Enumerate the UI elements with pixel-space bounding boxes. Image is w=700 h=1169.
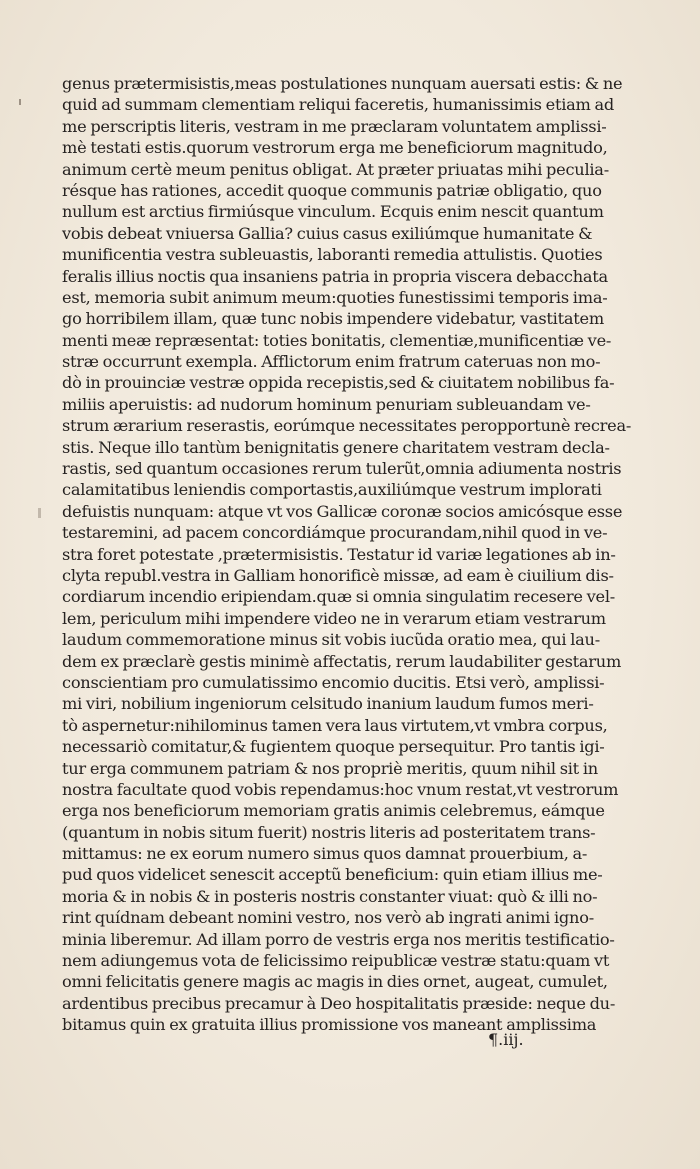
text-line: bitamus quin ex gratuita illius promissione vos maneant amplissima [62, 1015, 597, 1035]
text-line: stis. Neque illo tantùm benignitatis genere charitatem vestram decla- [62, 437, 610, 457]
text-line: testaremini, ad pacem concordiámque procurandam,nihil quod in ve- [62, 523, 608, 543]
text-line: defuistis nunquam: atque vt vos Gallicæ coronæ socios amicósque esse [62, 501, 623, 521]
text-line: stra foret potestate ,prætermisistis. Testatur id variæ legationes ab in- [62, 544, 616, 564]
text-line: quid ad summam clementiam reliqui faceretis, humanissimis etiam ad [62, 95, 615, 115]
text-line: dò in prouinciæ vestræ oppida recepistis,sed & ciuitatem nobilibus fa- [62, 373, 615, 393]
text-line: munificentia vestra subleuastis, laboranti remedia attulistis. Quoties [62, 245, 603, 265]
margin-mark [38, 508, 41, 518]
text-line: erga nos beneficiorum memoriam gratis animis celebremus, eámque [62, 801, 605, 821]
text-line: vobis debeat vniuersa Gallia? cuius casus exiliúmque humanitate & [62, 223, 593, 243]
text-line: lem, periculum mihi impendere video ne in verarum etiam vestrarum [62, 608, 606, 628]
text-line: (quantum in nobis situm fuerit) nostris literis ad posteritatem trans- [62, 822, 596, 842]
text-line: feralis illius noctis qua insaniens patria in propria viscera debacchata [62, 266, 608, 286]
text-line: moria & in nobis & in posteris nostris constanter viuat: quò & illi no- [62, 886, 598, 906]
text-line: cordiarum incendio eripiendam.quæ si omnia singulatim recesere vel- [62, 587, 615, 607]
text-line: pud quos videlicet senescit acceptũ beneficium: quin etiam illius me- [62, 865, 603, 885]
text-line: mittamus: ne ex eorum numero simus quos damnat prouerbium, a- [62, 844, 588, 864]
text-line: go horribilem illam, quæ tunc nobis impendere videbatur, vastitatem [62, 309, 604, 329]
text-line: laudum commemoratione minus sit vobis iucũda oratio mea, qui lau- [62, 630, 600, 650]
text-line: nullum est arctius firmiúsque vinculum. Ecquis enim nescit quantum [62, 202, 604, 222]
margin-mark [19, 99, 21, 105]
text-line: nostra facultate quod vobis rependamus:hoc vnum restat,vt vestrorum [62, 779, 619, 799]
text-line: necessariò comitatur,& fugientem quoque persequitur. Pro tantis igi- [62, 737, 605, 757]
text-line: rint quídnam debeant nomini vestro, nos verò ab ingrati animi igno- [62, 908, 594, 928]
text-line: mè testati estis.quorum vestrorum erga me beneficiorum magnitudo, [62, 138, 608, 158]
text-line: omni felicitatis genere magis ac magis in dies ornet, augeat, cumulet, [62, 972, 608, 992]
text-line: clyta republ.vestra in Galliam honorificè missæ, ad eam è ciuilium dis- [62, 565, 614, 585]
text-line: tur erga communem patriam & nos propriè meritis, quum nihil sit in [62, 758, 598, 778]
text-line: tò aspernetur:nihilominus tamen vera laus virtutem,vt vmbra corpus, [62, 715, 608, 735]
text-line: strum ærarium reserastis, eorúmque necessitates peropportunè recrea- [62, 416, 632, 436]
body-text [62, 73, 632, 1036]
text-line: minia liberemur. Ad illam porro de vestris erga nos meritis testificatio- [62, 929, 615, 949]
text-line: animum certè meum penitus obligat. At præter priuatas mihi peculia- [62, 159, 609, 179]
text-line: ardentibus precibus precamur à Deo hospitalitatis præside: neque du- [62, 993, 616, 1013]
text-line: dem ex præclarè gestis minimè affectatis, rerum laudabiliter gestarum [62, 651, 622, 671]
text-line: rastis, sed quantum occasiones rerum tulerũt,omnia adiumenta nostris [62, 459, 622, 479]
text-line: conscientiam pro cumulatissimo encomio ducitis. Etsi verò, amplissi- [62, 672, 605, 692]
signature-mark: ¶.iij. [488, 1030, 524, 1049]
text-line: genus prætermisistis,meas postulationes nunquam auersati estis: & ne [62, 74, 623, 93]
text-line: me perscriptis literis, vestram in me præclaram voluntatem amplissi- [62, 116, 607, 136]
text-line: stræ occurrunt exempla. Afflictorum enim fratrum cateruas non mo- [62, 352, 601, 372]
text-line: miliis aperuistis: ad nudorum hominum penuriam subleuandam ve- [62, 394, 591, 414]
text-line: résque has rationes, accedit quoque communis patriæ obligatio, quo [62, 180, 602, 200]
text-line: calamitatibus leniendis comportastis,auxiliúmque vestrum implorati [62, 480, 602, 500]
text-line: nem adiungemus vota de felicissimo reipublicæ vestræ statu:quam vt [62, 951, 610, 971]
text-line: est, memoria subit animum meum:quoties funestissimi temporis ima- [62, 287, 608, 307]
text-line: mi viri, nobilium ingeniorum celsitudo inanium laudum fumos meri- [62, 694, 594, 714]
text-line: menti meæ repræsentat: toties bonitatis, clementiæ,munificentiæ ve- [62, 330, 612, 350]
